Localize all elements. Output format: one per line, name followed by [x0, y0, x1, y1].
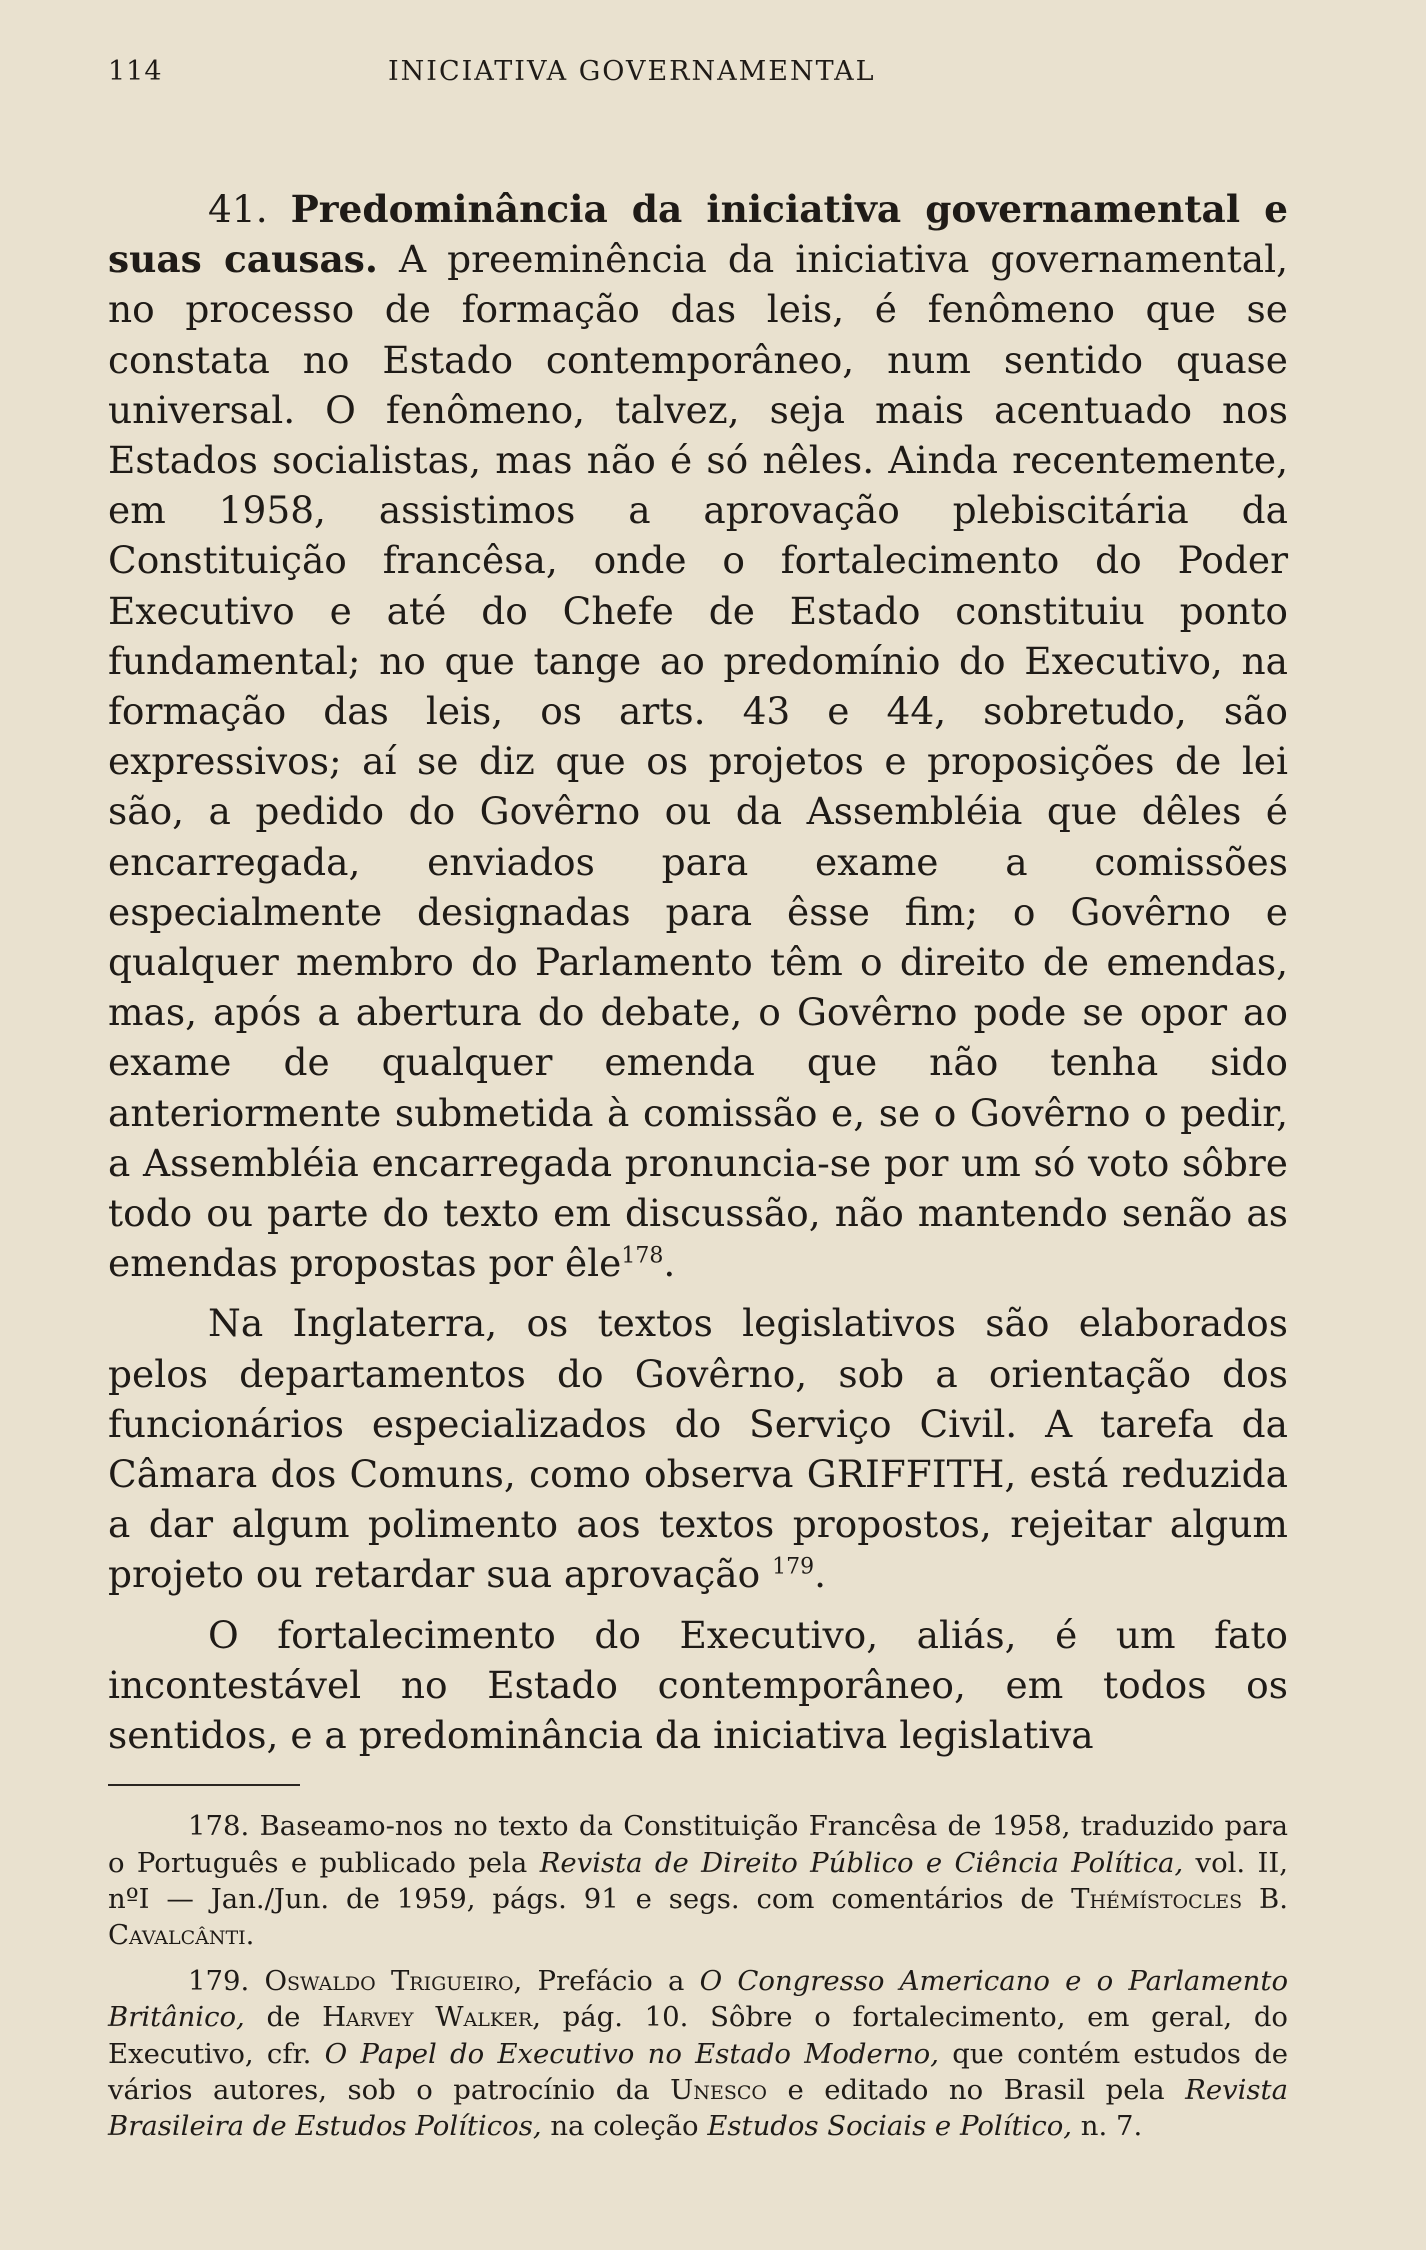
footnote-text: Prefácio a	[537, 1965, 685, 1998]
footnote-ref-179[interactable]: 179	[772, 1554, 815, 1580]
footnote-text: pág. 10. Sôbre o fortalecimento, em geral, do Executivo, cfr.	[108, 2001, 1288, 2070]
author-name: Harvey Walker,	[322, 2001, 541, 2034]
author-name: GRIFFITH	[806, 1452, 1005, 1497]
book-title: O Congresso Americano e o Parlamento Britânico,	[108, 1965, 1288, 2034]
footnote-178	[108, 1808, 1288, 1953]
page-number: 114	[108, 56, 163, 87]
footnote-text: vol. II, nºI — Jan./Jun. de 1959, págs. 91 e segs. com comentários de	[108, 1846, 1288, 1915]
paragraph-text: O fortalecimento do Executivo, aliás, é um fato incontestável no Estado contemporâneo, em todos os sentidos, e a predominância da iniciativa legislativa	[108, 1612, 1288, 1758]
footnote-text: que contém estudos de vários autores, sob o patrocínio da	[108, 2037, 1288, 2106]
footnote-number: 179.	[188, 1965, 250, 1998]
book-page	[108, 50, 1288, 2220]
main-text	[108, 184, 1288, 1760]
footnote-ref-178[interactable]: 178	[621, 1243, 664, 1269]
journal-title: Revista Brasileira de Estudos Políticos,	[108, 2073, 1288, 2142]
author-name: Oswaldo Trigueiro,	[264, 1965, 523, 1998]
footnote-text: n. 7.	[1080, 2109, 1143, 2142]
paragraph-text: Na Inglaterra, os textos legislativos são elaborados pelos departamentos do Govêrno, sob a orientação dos funcionários especializados do Serviço Civil. A tarefa da Câmara dos Comuns, como observa	[108, 1301, 1288, 1497]
footnote-text: de	[266, 2001, 301, 2034]
footnote-divider	[108, 1784, 300, 1786]
section-number: 41.	[208, 187, 268, 231]
footnote-text: na coleção	[550, 2109, 699, 2142]
paragraph-text: A preeminência da iniciativa governamental, no processo de formação das leis, é fenômeno que se constata no Estado contemporâneo, num sentido quase universal. O fenômeno, talvez, seja mais acentuado nos Estados socialistas, mas não é só nêles. Ainda recentemente, em 1958, assistimos a aprovação plebiscitária da Constituição francêsa, onde o fortalecimento do Poder Executivo e até do Chefe de Estado constituiu ponto fundamental; no que tange ao predomínio do Executivo, na formação das leis, os arts. 43 e 44, sobretudo, são expressivos; aí se diz que os projetos e proposições de lei são, a pedido do Govêrno ou da Assembléia que dêles é encarregada, enviados para exame a comissões especialmente designadas para êsse fim; o Govêrno e qualquer membro do Parlamento têm o direito de emendas, mas, após a abertura do debate, o Govêrno pode se opor ao exame de qualquer emenda que não tenha sido anteriormente submetida à comissão e, se o Govêrno o pedir, a Assembléia encarregada pronuncia-se por um só voto sôbre todo ou parte do texto em discussão, não mantendo senão as emendas propostas por êle	[108, 237, 1289, 1286]
running-title: INICIATIVA GOVERNAMENTAL	[388, 56, 876, 87]
author-name: Thémístocles B. Cavalcânti.	[108, 1882, 1288, 1951]
footnote-179	[108, 1963, 1288, 2144]
running-header	[108, 50, 1288, 98]
footnotes	[108, 1808, 1288, 2144]
series-title: Estudos Sociais e Político,	[707, 2109, 1073, 2142]
book-title: O Papel do Executivo no Estado Moderno,	[324, 2037, 939, 2070]
paragraph-1: 41. Predominância da iniciativa governamental e suas causas. A preeminência da iniciativa governamental, no processo de formação das leis, é fenômeno que se constata no Estado contemporâneo, num sentido quase universal. O fenômeno, talvez, seja mais acentuado nos Estados socialistas, mas não é só nêles. Ainda recentemente, em 1958, assistimos a aprovação plebiscitária da Constituição francêsa, onde o fortalecimento do Poder Executivo e até do Chefe de Estado constituiu ponto fundamental; no que tange ao predomínio do Executivo, na formação das leis, os arts. 43 e 44, sobretudo, são expressivos; aí se diz que os projetos e proposições de lei são, a pedido do Govêrno ou da Assembléia que dêles é encarregada, enviados para exame a comissões especialmente designadas para êsse fim; o Govêrno e qualquer membro do Parlamento têm o direito de emendas, mas, após a abertura do debate, o Govêrno pode se opor ao exame de qualquer emenda que não tenha sido anteriormente submetida à comissão e, se o Govêrno o pedir, a Assembléia encarregada pronuncia-se por um só voto sôbre todo ou parte do texto em discussão, não mantendo senão as emendas propostas por êle$^{178}$.	[108, 187, 1289, 1286]
journal-title: Revista de Direito Público e Ciência Política,	[539, 1846, 1184, 1879]
footnote-text: e editado no Brasil pela	[787, 2073, 1165, 2106]
paragraph-2: Na Inglaterra, os textos legislativos são elaborados pelos departamentos do Govêrno, sob a orientação dos funcionários especializados do Serviço Civil. A tarefa da Câmara dos Comuns, como observa GRIFFITH, está reduzida a dar algum polimento aos textos propostos, rejeitar algum projeto ou retardar sua aprovação $^{179}$.	[108, 1301, 1289, 1597]
footnote-number: 178.	[188, 1810, 250, 1843]
organization-name: Unesco	[670, 2073, 767, 2106]
paragraph-3	[108, 1610, 1288, 1761]
footnote-text: Baseamo-nos no texto da Constituição Francêsa de 1958, traduzido para o Português e publicado pela	[108, 1810, 1289, 1879]
section-title: Predominância da iniciativa governamental e suas causas.	[108, 187, 1288, 282]
paragraph-text: , está reduzida a dar algum polimento aos textos propostos, rejeitar algum projeto ou retardar sua aprovação	[108, 1452, 1289, 1597]
